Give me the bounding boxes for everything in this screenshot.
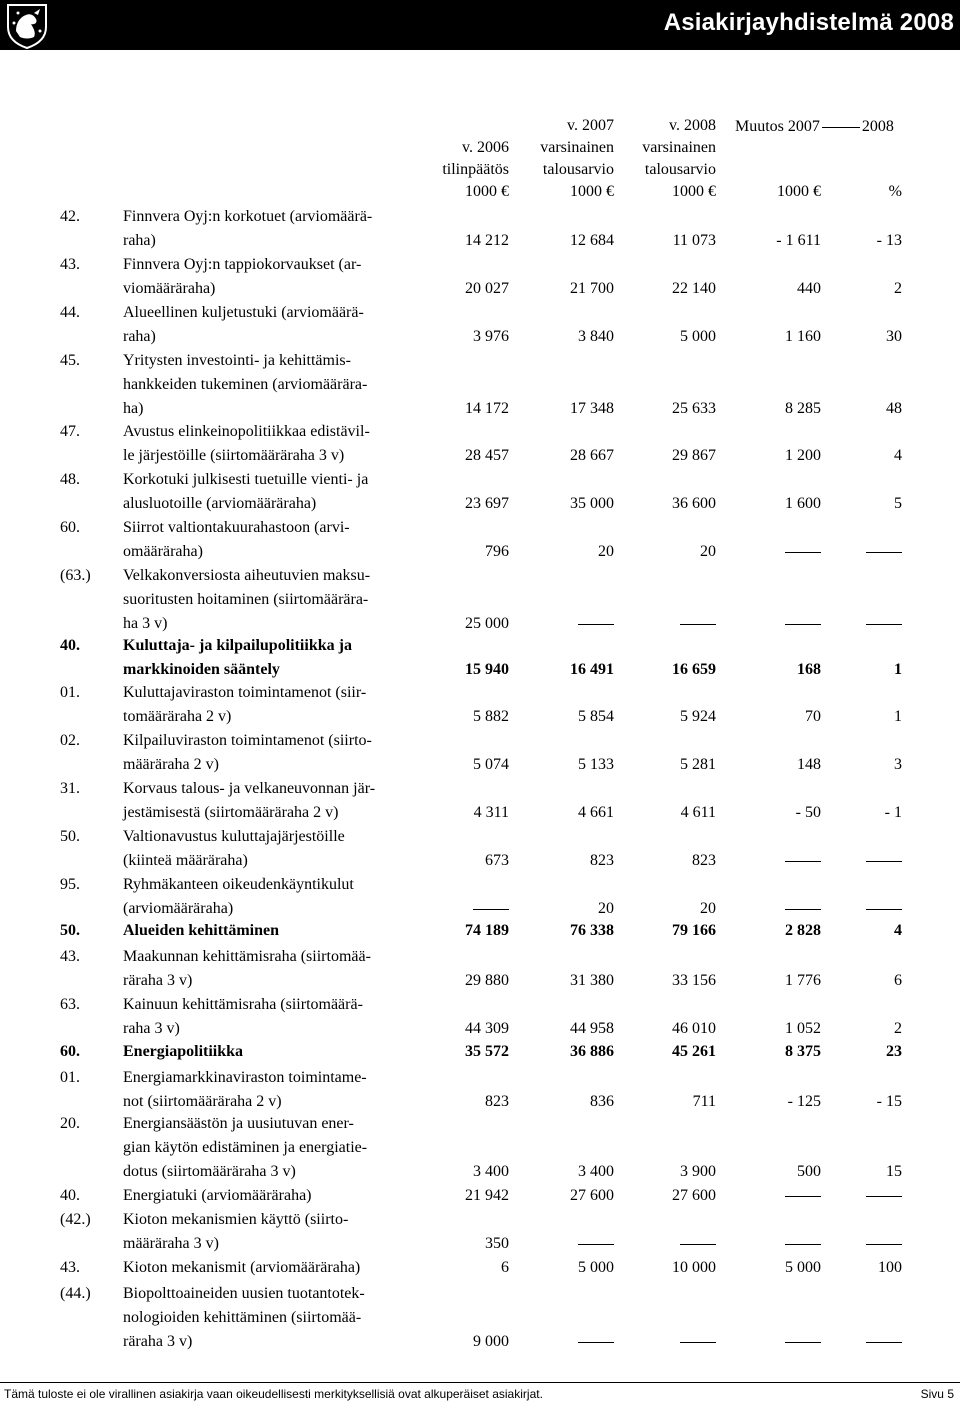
description-line: tomääräraha 2 v) (123, 708, 232, 725)
cell-c5: 6 (894, 972, 902, 989)
cell-c4: 1 600 (785, 495, 821, 512)
cell-c5: - 1 (884, 804, 902, 821)
cell-c2 (578, 1232, 614, 1256)
cell-c1: 28 457 (465, 447, 509, 464)
cell-c4: 8 285 (785, 400, 821, 417)
cell-c5: 4 (894, 922, 902, 939)
cell-c1: 350 (485, 1235, 509, 1252)
description-line: alusluotoille (arviomääräraha) (123, 495, 317, 512)
cell-c2 (578, 612, 614, 636)
cell-c5: 2 (894, 1020, 902, 1037)
description-line: Finnvera Oyj:n tappiokorvaukset (ar- (123, 256, 362, 273)
cell-c5: 23 (886, 1043, 902, 1060)
empty-dash (578, 1342, 614, 1343)
description-line: Energiansäästön ja uusiutuvan ener- (123, 1115, 354, 1132)
row-description (123, 301, 423, 349)
row-number: (63.) (60, 567, 91, 584)
cell-c3: 33 156 (672, 972, 716, 989)
description-line: Biopolttoaineiden uusien tuotantotek- (123, 1285, 365, 1302)
description-line: Maakunnan kehittämisraha (siirtomää- (123, 948, 371, 965)
cell-c4: 2 828 (785, 922, 821, 939)
cell-c4: 5 000 (785, 1259, 821, 1276)
row-description (123, 825, 423, 873)
empty-dash (866, 624, 902, 625)
row-description (123, 516, 423, 564)
cell-c3 (680, 1232, 716, 1256)
row-description (123, 349, 423, 421)
cell-c5 (866, 1330, 902, 1354)
row-number: 43. (60, 1259, 80, 1276)
row-description (123, 1112, 423, 1184)
empty-dash (866, 1244, 902, 1245)
description-line: Energiatuki (arviomääräraha) (123, 1187, 312, 1204)
cell-c1: 44 309 (465, 1020, 509, 1037)
cell-c3: 46 010 (672, 1020, 716, 1037)
cell-c4 (785, 540, 821, 564)
cell-c3: 29 867 (672, 447, 716, 464)
page-number: Sivu 5 (920, 1387, 954, 1401)
cell-c5: 15 (886, 1163, 902, 1180)
description-line: Kioton mekanismien käyttö (siirto- (123, 1211, 349, 1228)
cell-c4: 1 160 (785, 328, 821, 345)
cell-c4: 70 (805, 708, 821, 725)
empty-dash (785, 1244, 821, 1245)
row-number: 47. (60, 423, 80, 440)
cell-c5: 4 (894, 447, 902, 464)
cell-c5: 1 (894, 708, 902, 725)
cell-c4 (785, 1232, 821, 1256)
cell-c2: 21 700 (570, 280, 614, 297)
row-number: 01. (60, 684, 80, 701)
cell-c1: 5 882 (473, 708, 509, 725)
row-description (123, 420, 423, 468)
row-number: (44.) (60, 1285, 91, 1302)
description-line: Finnvera Oyj:n korkotuet (arviomäärä- (123, 208, 373, 225)
cell-c5: - 15 (876, 1093, 902, 1110)
cell-c4 (785, 1330, 821, 1354)
cell-c4: 8 375 (785, 1043, 821, 1060)
row-description (123, 564, 423, 636)
description-line: (kiinteä määräraha) (123, 852, 248, 869)
empty-dash (866, 1342, 902, 1343)
column-unit-c4_unit: 1000 € (777, 183, 821, 200)
row-description (123, 729, 423, 777)
cell-c4: 1 776 (785, 972, 821, 989)
row-number: 45. (60, 352, 80, 369)
description-line: ha) (123, 400, 144, 417)
description-line: Kuluttajaviraston toimintamenot (siir- (123, 684, 367, 701)
column-header-c2-line-0: v. 2007 (567, 117, 614, 134)
row-description (123, 205, 423, 253)
description-line: hankkeiden tukeminen (arviomäärära- (123, 376, 368, 393)
empty-dash (785, 1342, 821, 1343)
cell-c3: 5 281 (680, 756, 716, 773)
cell-c1: 14 172 (465, 400, 509, 417)
cell-c5 (866, 540, 902, 564)
description-line: räraha 3 v) (123, 972, 193, 989)
cell-c1: 5 074 (473, 756, 509, 773)
description-line: dotus (siirtomääräraha 3 v) (123, 1163, 296, 1180)
cell-c3 (680, 612, 716, 636)
description-line: Velkakonversiosta aiheutuvien maksu- (123, 567, 371, 584)
empty-dash (785, 861, 821, 862)
cell-c3: 25 633 (672, 400, 716, 417)
row-number: (42.) (60, 1211, 91, 1228)
cell-c1: 23 697 (465, 495, 509, 512)
cell-c2: 28 667 (570, 447, 614, 464)
description-line: jestämisestä (siirtomääräraha 2 v) (123, 804, 339, 821)
row-number: 43. (60, 256, 80, 273)
cell-c1: 15 940 (465, 661, 509, 678)
description-line: Kuluttaja- ja kilpailupolitiikka ja (123, 637, 352, 654)
row-number: 50. (60, 828, 80, 845)
cell-c3: 10 000 (672, 1259, 716, 1276)
cell-c4: 148 (797, 756, 821, 773)
row-description (123, 1256, 423, 1280)
cell-c2: 16 491 (570, 661, 614, 678)
row-number: 60. (60, 1043, 80, 1060)
description-line: nologioiden kehittäminen (siirtomää- (123, 1309, 362, 1326)
cell-c2: 12 684 (570, 232, 614, 249)
cell-c2: 44 958 (570, 1020, 614, 1037)
cell-c4: - 1 611 (776, 232, 821, 249)
description-line: Alueiden kehittäminen (123, 922, 280, 939)
cell-c1: 29 880 (465, 972, 509, 989)
cell-c5: 2 (894, 280, 902, 297)
cell-c1: 14 212 (465, 232, 509, 249)
row-description (123, 681, 423, 729)
cell-c4 (785, 612, 821, 636)
cell-c1: 25 000 (465, 615, 509, 632)
cell-c2: 3 840 (578, 328, 614, 345)
empty-dash (680, 1342, 716, 1343)
cell-c1: 21 942 (465, 1187, 509, 1204)
empty-dash (473, 909, 509, 910)
row-description (123, 253, 423, 301)
empty-dash (866, 552, 902, 553)
cell-c1: 6 (501, 1259, 509, 1276)
cell-c2: 31 380 (570, 972, 614, 989)
column-header-c2-line-3: 1000 € (570, 183, 614, 200)
row-number: 42. (60, 208, 80, 225)
cell-c3: 3 900 (680, 1163, 716, 1180)
description-line: le järjestöille (siirtomääräraha 3 v) (123, 447, 345, 464)
cell-c5: 3 (894, 756, 902, 773)
column-header-c3-line-1: varsinainen (642, 139, 716, 156)
description-line: viomääräraha) (123, 280, 216, 297)
cell-c1: 4 311 (473, 804, 509, 821)
cell-c5 (866, 849, 902, 873)
cell-c2: 5 133 (578, 756, 614, 773)
column-header-c2-line-1: varsinainen (540, 139, 614, 156)
cell-c5 (866, 1232, 902, 1256)
cell-c4: 1 200 (785, 447, 821, 464)
cell-c2: 20 (598, 543, 614, 560)
column-header-c3-line-2: talousarvio (644, 161, 716, 178)
cell-c3: 16 659 (672, 661, 716, 678)
cell-c2: 17 348 (570, 400, 614, 417)
empty-dash (866, 1196, 902, 1197)
empty-dash (785, 624, 821, 625)
cell-c2: 4 661 (578, 804, 614, 821)
description-line: Korvaus talous- ja velkaneuvonnan jär- (123, 780, 376, 797)
cell-c5: 1 (894, 661, 902, 678)
description-line: Energiamarkkinaviraston toimintame- (123, 1069, 367, 1086)
cell-c2: 5 000 (578, 1259, 614, 1276)
cell-c5: 5 (894, 495, 902, 512)
cell-c1: 20 027 (465, 280, 509, 297)
column-header-c3-line-0: v. 2008 (669, 117, 716, 134)
empty-dash (785, 552, 821, 553)
description-line: Ryhmäkanteen oikeudenkäyntikulut (123, 876, 354, 893)
row-description (123, 777, 423, 825)
description-line: Kainuun kehittämisraha (siirtomäärä- (123, 996, 363, 1013)
cell-c2: 3 400 (578, 1163, 614, 1180)
empty-dash (680, 624, 716, 625)
row-number: 44. (60, 304, 80, 321)
cell-c4 (785, 1184, 821, 1208)
description-line: Korkotuki julkisesti tuetuille vienti- ja (123, 471, 369, 488)
description-line: suoritusten hoitaminen (siirtomäärära- (123, 591, 369, 608)
description-line: määräraha 2 v) (123, 756, 219, 773)
empty-dash (578, 624, 614, 625)
row-description (123, 1040, 423, 1064)
cell-c1: 823 (485, 1093, 509, 1110)
cell-c4 (785, 849, 821, 873)
cell-c2: 36 886 (570, 1043, 614, 1060)
description-line: not (siirtomääräraha 2 v) (123, 1093, 282, 1110)
cell-c3: 22 140 (672, 280, 716, 297)
description-line: Avustus elinkeinopolitiikkaa edistävil- (123, 423, 370, 440)
cell-c3: 20 (700, 900, 716, 917)
cell-c3: 11 073 (672, 232, 716, 249)
row-number: 50. (60, 922, 80, 939)
row-description (123, 634, 423, 682)
cell-c4: - 50 (795, 804, 821, 821)
description-line: määräraha 3 v) (123, 1235, 219, 1252)
column-header-c2-line-2: talousarvio (542, 161, 614, 178)
cell-c4 (785, 897, 821, 921)
row-number: 60. (60, 519, 80, 536)
cell-c1: 3 400 (473, 1163, 509, 1180)
row-description (123, 1184, 423, 1208)
description-line: omääräraha) (123, 543, 203, 560)
row-description (123, 993, 423, 1041)
cell-c5 (866, 897, 902, 921)
row-number: 40. (60, 637, 80, 654)
description-line: raha) (123, 328, 156, 345)
cell-c4: 440 (797, 280, 821, 297)
cell-c3: 45 261 (672, 1043, 716, 1060)
cell-c4: - 125 (787, 1093, 821, 1110)
cell-c1 (473, 897, 509, 921)
muutos-year: 2008 (861, 118, 894, 135)
cell-c5: - 13 (876, 232, 902, 249)
row-description (123, 468, 423, 516)
description-line: Energiapolitiikka (123, 1043, 244, 1060)
cell-c3: 823 (692, 852, 716, 869)
cell-c3 (680, 1330, 716, 1354)
column-header-c1-line-1: v. 2006 (462, 139, 509, 156)
cell-c2 (578, 1330, 614, 1354)
description-line: Alueellinen kuljetustuki (arviomäärä- (123, 304, 364, 321)
row-description (123, 945, 423, 993)
cell-c3: 4 611 (680, 804, 716, 821)
cell-c3: 20 (700, 543, 716, 560)
cell-c1: 3 976 (473, 328, 509, 345)
row-description (123, 1282, 423, 1354)
cell-c5 (866, 612, 902, 636)
description-line: raha 3 v) (123, 1020, 180, 1037)
description-line: Yritysten investointi- ja kehittämis- (123, 352, 351, 369)
empty-dash (866, 861, 902, 862)
cell-c4: 500 (797, 1163, 821, 1180)
row-number: 40. (60, 1187, 80, 1204)
description-line: gian käytön edistäminen ja energiatie- (123, 1139, 368, 1156)
cell-c4: 168 (797, 661, 821, 678)
row-number: 43. (60, 948, 80, 965)
column-header-c1-line-2: tilinpäätös (442, 161, 509, 178)
cell-c5: 30 (886, 328, 902, 345)
row-description (123, 1208, 423, 1256)
cell-c5 (866, 1184, 902, 1208)
footer-divider (0, 1382, 960, 1383)
row-number: 20. (60, 1115, 80, 1132)
row-number: 31. (60, 780, 80, 797)
cell-c1: 35 572 (465, 1043, 509, 1060)
empty-dash (680, 1244, 716, 1245)
cell-c2: 20 (598, 900, 614, 917)
cell-c1: 796 (485, 543, 509, 560)
description-line: Siirrot valtiontakuurahastoon (arvi- (123, 519, 350, 536)
row-number: 02. (60, 732, 80, 749)
empty-dash (866, 909, 902, 910)
row-description (123, 919, 423, 943)
description-line: raha) (123, 232, 156, 249)
cell-c2: 76 338 (570, 922, 614, 939)
description-line: markkinoiden sääntely (123, 661, 280, 678)
row-number: 95. (60, 876, 80, 893)
document-title: Asiakirjayhdistelmä 2008 (663, 9, 954, 36)
column-unit-c5_unit: % (888, 183, 902, 200)
empty-dash (578, 1244, 614, 1245)
cell-c3: 79 166 (672, 922, 716, 939)
footer-disclaimer: Tämä tuloste ei ole virallinen asiakirja vaan oikeudellisesti merkityksellisiä ovat alkuperäiset asiakirjat. (4, 1387, 543, 1401)
cell-c2: 35 000 (570, 495, 614, 512)
cell-c1: 673 (485, 852, 509, 869)
column-header-c1-line-3: 1000 € (465, 183, 509, 200)
description-line: Valtionavustus kuluttajajärjestöille (123, 828, 345, 845)
empty-dash (785, 909, 821, 910)
cell-c3: 36 600 (672, 495, 716, 512)
empty-dash (785, 1196, 821, 1197)
cell-c5: 100 (878, 1259, 902, 1276)
row-number: 63. (60, 996, 80, 1013)
cell-c3: 711 (692, 1093, 716, 1110)
row-number: 01. (60, 1069, 80, 1086)
cell-c1: 74 189 (465, 922, 509, 939)
description-line: ha 3 v) (123, 615, 168, 632)
row-description (123, 873, 423, 921)
cell-c3: 5 000 (680, 328, 716, 345)
row-number: 48. (60, 471, 80, 488)
cell-c5: 48 (886, 400, 902, 417)
cell-c1: 9 000 (473, 1333, 509, 1350)
cell-c3: 5 924 (680, 708, 716, 725)
cell-c2: 5 854 (578, 708, 614, 725)
cell-c2: 836 (590, 1093, 614, 1110)
description-line: (arviomääräraha) (123, 900, 234, 917)
description-line: Kilpailuviraston toimintamenot (siirto- (123, 732, 372, 749)
cell-c2: 823 (590, 852, 614, 869)
description-line: Kioton mekanismit (arviomääräraha) (123, 1259, 361, 1276)
muutos-label: Muutos 2007 (735, 118, 820, 135)
row-description (123, 1066, 423, 1114)
column-header-c3-line-3: 1000 € (672, 183, 716, 200)
description-line: räraha 3 v) (123, 1333, 193, 1350)
cell-c3: 27 600 (672, 1187, 716, 1204)
cell-c2: 27 600 (570, 1187, 614, 1204)
cell-c4: 1 052 (785, 1020, 821, 1037)
